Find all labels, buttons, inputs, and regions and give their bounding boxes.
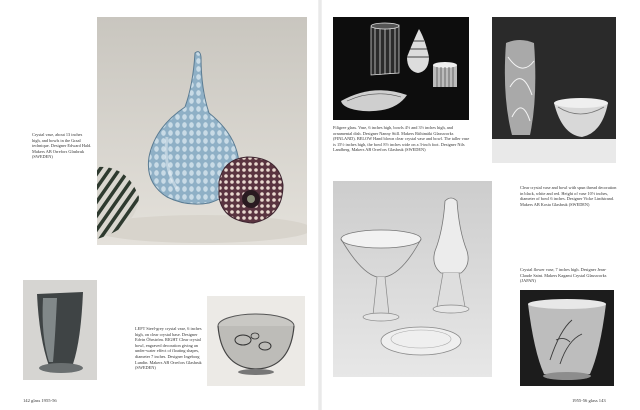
page-gutter bbox=[318, 0, 322, 410]
photo-filigree-glass bbox=[333, 17, 469, 120]
photo-clear-crystal-vase-bowl bbox=[492, 17, 616, 163]
photo-blue-graal-vase bbox=[97, 17, 307, 245]
caption-clear-crystal: Clear crystal vase and bowl with spun thread decoration in black, white and red. Height of vase 10½ inches, diameter of bowl 6 inches. Designer Vicke Lindstrand. Makers AB Kosta Glasbruk (SWEDEN) bbox=[520, 185, 617, 207]
folio-right: 1955-56 glass 143 bbox=[572, 398, 606, 403]
caption-smoke-grey: LEFT Steel-grey crystal vase, 6 inches high, on clear crystal base. Designer Edvin Öhrström. RIGHT Clear crystal bowl, engraved decoration giving an under-water effect of floating shapes, diameter 7 inches. Designer Ingeborg Lundin. Makers AB Orrefors Glasbruk (SWEDEN) bbox=[135, 326, 202, 371]
photo-hand-blown-crystal bbox=[333, 181, 492, 377]
caption-crystal-flower: Crystal flower vase, 7 inches high. Designer Jean-Claude Saint. Makers Kagami Crystal Glassworks (JAPAN) bbox=[520, 267, 607, 284]
photo-crystal-flower-vase bbox=[520, 290, 614, 386]
photo-engraved-bowl bbox=[207, 296, 305, 386]
folio-left: 142 glass 1955-56 bbox=[23, 398, 57, 403]
photo-steel-grey-vase bbox=[23, 280, 97, 380]
caption-filigree: Filigree glass. Vase, 6 inches high, bowls 4½ and 3½ inches high, and ornamental dish. Designer Nanny Still. Makers Riihimäki Glassworks (FINLAND). BELOW Hand blown clear crystal vase and bowl. The taller vase is 15½ inches high, the bowl 8½ inches wide on a 3-inch foot. Designer Nils Landberg. Makers AB Orrefors Glasbruk (SWEDEN) bbox=[333, 125, 470, 153]
caption-blue-vase: Crystal vase, about 13 inches high, and bowls in the Graal technique. Designer Edward Hald. Makers AB Orrefors Glasbruk (SWEDEN) bbox=[32, 132, 92, 160]
